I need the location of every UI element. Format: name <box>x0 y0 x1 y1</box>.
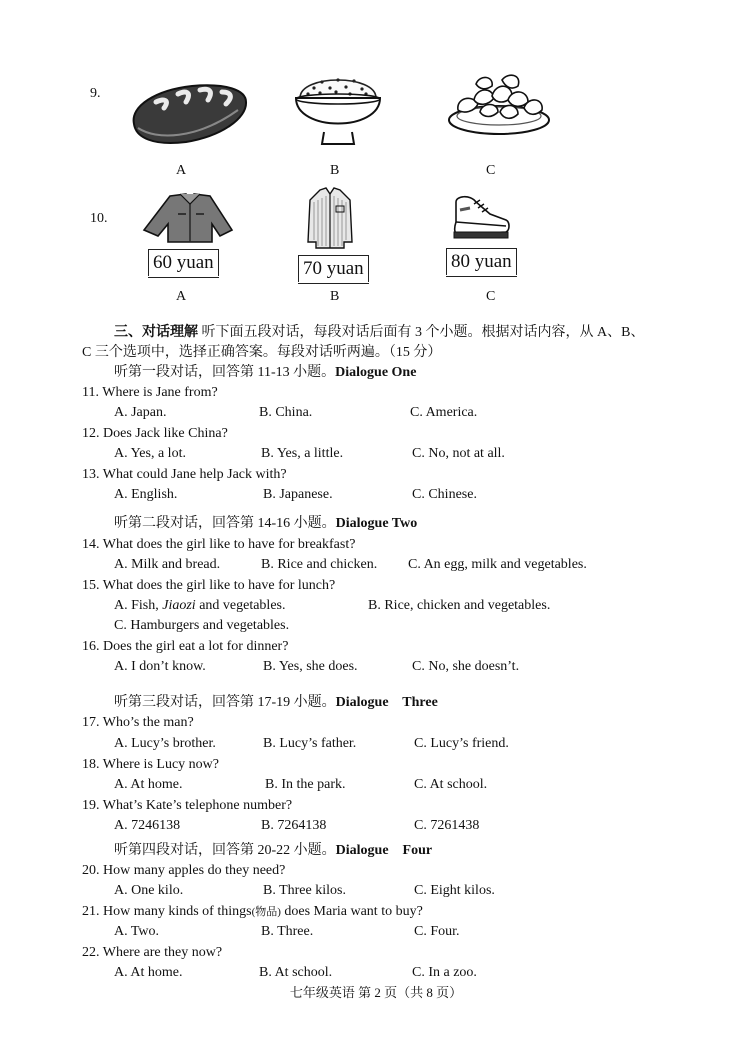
question-10-number: 10. <box>90 211 108 226</box>
q21-option-a: A. Two. <box>114 924 160 939</box>
q15-option-a <box>114 597 285 615</box>
q13-option-c: C. Chinese. <box>412 487 477 502</box>
dialogue-2-intro: 听第二段对话，回答第 14-16 小题。 <box>114 516 336 531</box>
question-17: 17. Who’s the man? <box>82 715 194 730</box>
q10-option-label-b: B <box>330 289 340 304</box>
question-21-note: (物品) <box>251 906 281 918</box>
question-14: 14. What does the girl like to have for breakfast? <box>82 537 356 552</box>
bread-icon <box>126 80 250 148</box>
question-15: 15. What does the girl like to have for lunch? <box>82 578 336 593</box>
q11-option-a: A. Japan. <box>114 405 167 420</box>
question-21-prefix: 21. How many kinds of things <box>82 904 252 919</box>
dialogue-3-name: Dialogue Three <box>335 695 438 710</box>
section-3-instruction-line-1: 听下面五段对话，每段对话后面有 3 个小题。根据对话内容，从 A、B、 <box>201 325 645 340</box>
question-9-number: 9. <box>90 86 101 101</box>
dialogue-2-name: Dialogue Two <box>335 516 418 531</box>
section-3-instruction-line-2: C 三个选项中，选择正确答案。每段对话听两遍。（15 分） <box>82 345 442 360</box>
question-16: 16. Does the girl eat a lot for dinner? <box>82 639 289 654</box>
q10-option-label-a: A <box>176 289 187 304</box>
page-footer: 七年级英语 第 2 页（共 8 页） <box>289 985 463 1000</box>
dialogue-1-intro: 听第一段对话，回答第 11-13 小题。 <box>114 365 336 380</box>
q16-option-c: C. No, she doesn’t. <box>412 659 520 674</box>
q12-option-a: A. Yes, a lot. <box>114 446 186 461</box>
q22-option-c: C. In a zoo. <box>412 965 477 980</box>
q15-option-a-suffix: and vegetables. <box>195 598 286 613</box>
question-12: 12. Does Jack like China? <box>82 426 228 441</box>
q11-option-c: C. America. <box>410 405 478 420</box>
jacket-icon <box>140 190 236 246</box>
question-22: 22. Where are they now? <box>82 945 223 960</box>
q19-option-c: C. 7261438 <box>414 818 480 833</box>
q21-option-b: B. Three. <box>261 924 314 939</box>
q9-option-label-c: C <box>486 163 496 178</box>
q15-option-a-prefix: A. Fish, <box>114 598 163 613</box>
question-18: 18. Where is Lucy now? <box>82 757 219 772</box>
q21-option-c: C. Four. <box>414 924 460 939</box>
dialogue-2-header <box>114 515 417 533</box>
q13-option-a: A. English. <box>114 487 178 502</box>
q15-option-c: C. Hamburgers and vegetables. <box>114 618 290 633</box>
section-3-title: 三、对话理解 <box>114 325 198 340</box>
q20-option-c: C. Eight kilos. <box>414 883 495 898</box>
price-tag-c: 80 yuan <box>446 248 517 275</box>
q18-option-b: B. In the park. <box>265 777 346 792</box>
dumplings-plate-icon <box>446 70 552 140</box>
rice-bowl-icon <box>292 68 384 150</box>
q12-option-c: C. No, not at all. <box>412 446 505 461</box>
dialogue-4-intro: 听第四段对话，回答第 20-22 小题。 <box>114 843 336 858</box>
q14-option-a: A. Milk and bread. <box>114 557 221 572</box>
dialogue-3-intro: 听第三段对话，回答第 17-19 小题。 <box>114 695 336 710</box>
question-21-suffix: does Maria want to buy? <box>280 904 423 919</box>
dialogue-4-header <box>114 842 432 860</box>
q16-option-b: B. Yes, she does. <box>263 659 358 674</box>
shirt-icon <box>304 186 356 250</box>
q16-option-a: A. I don’t know. <box>114 659 206 674</box>
q14-option-c: C. An egg, milk and vegetables. <box>408 557 587 572</box>
q10-option-label-c: C <box>486 289 496 304</box>
q9-option-label-b: B <box>330 163 340 178</box>
dialogue-1-header <box>114 364 416 382</box>
q18-option-a: A. At home. <box>114 777 183 792</box>
q19-option-a: A. 7246138 <box>114 818 181 833</box>
q15-option-b: B. Rice, chicken and vegetables. <box>368 598 551 613</box>
q9-option-label-a: A <box>176 163 187 178</box>
q17-option-c: C. Lucy’s friend. <box>414 736 509 751</box>
dialogue-1-name: Dialogue One <box>335 365 417 380</box>
dialogue-4-name: Dialogue Four <box>335 843 433 858</box>
q17-option-a: A. Lucy’s brother. <box>114 736 216 751</box>
q13-option-b: B. Japanese. <box>263 487 333 502</box>
q18-option-c: C. At school. <box>414 777 488 792</box>
dialogue-3-header <box>114 694 438 712</box>
q20-option-b: B. Three kilos. <box>263 883 346 898</box>
q22-option-b: B. At school. <box>259 965 333 980</box>
q12-option-b: B. Yes, a little. <box>261 446 344 461</box>
q20-option-a: A. One kilo. <box>114 883 184 898</box>
q11-option-b: B. China. <box>259 405 313 420</box>
q14-option-b: B. Rice and chicken. <box>261 557 378 572</box>
price-tag-a: 60 yuan <box>148 249 219 276</box>
price-tag-b: 70 yuan <box>298 255 369 282</box>
question-19: 19. What’s Kate’s telephone number? <box>82 798 293 813</box>
q15-option-a-italic: Jiaozi <box>162 598 196 613</box>
question-21 <box>82 903 423 921</box>
q22-option-a: A. At home. <box>114 965 183 980</box>
question-20: 20. How many apples do they need? <box>82 863 286 878</box>
q19-option-b: B. 7264138 <box>261 818 327 833</box>
q17-option-b: B. Lucy’s father. <box>263 736 357 751</box>
question-13: 13. What could Jane help Jack with? <box>82 467 287 482</box>
section-3-instruction <box>114 324 644 342</box>
question-11: 11. Where is Jane from? <box>82 385 218 400</box>
sneaker-icon <box>450 192 512 242</box>
